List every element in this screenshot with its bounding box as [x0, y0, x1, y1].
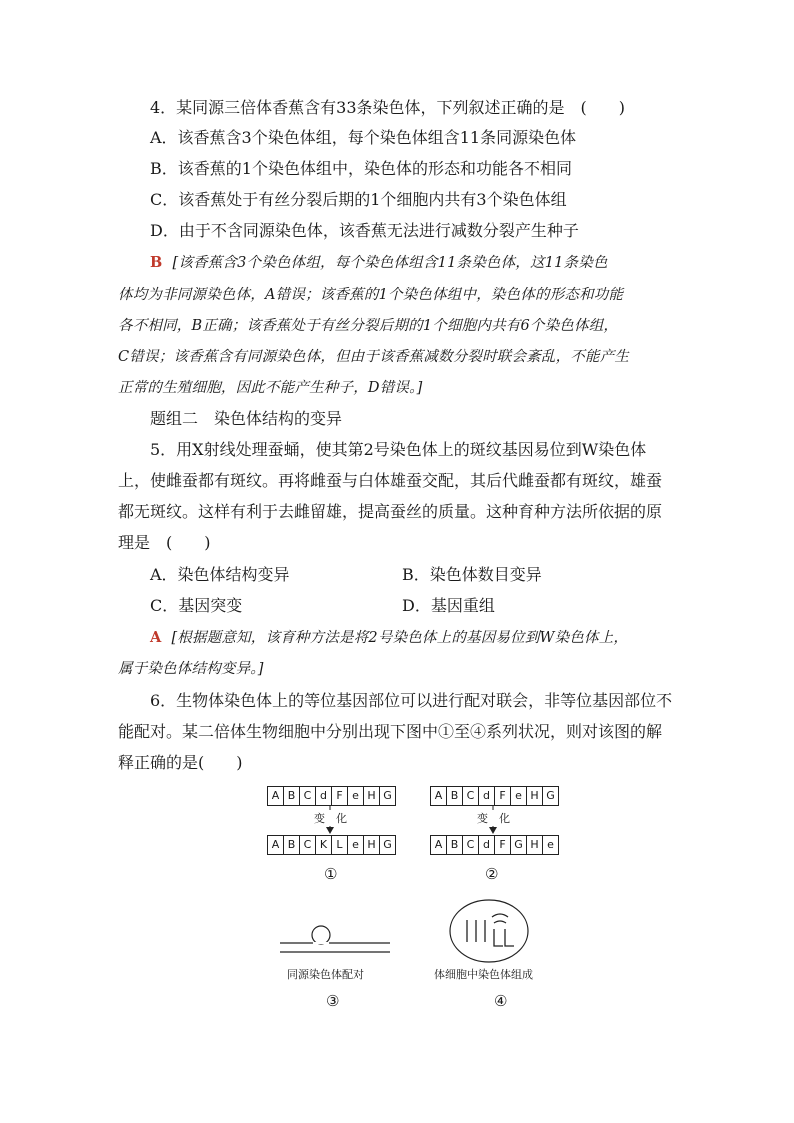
q5-stem-line-1: 5．用X射线处理蚕蛹，使其第2号染色体上的斑纹基因易位到W染色体 [150, 440, 647, 459]
q4-option-d: D．由于不含同源染色体，该香蕉无法进行减数分裂产生种子 [150, 221, 579, 240]
q5-options-row-2 [150, 595, 650, 617]
gene-cell: e [348, 787, 364, 805]
q4-explanation-line-2: 体均为非同源染色体，A错误；该香蕉的1个染色体组中，染色体的形态和功能 [118, 287, 624, 303]
fig4-cell [450, 900, 528, 962]
q4-explanation-line-3: 各不相同，B正确；该香蕉处于有丝分裂后期的1个细胞内共有6个染色体组， [118, 318, 619, 334]
fig3-loop [312, 926, 330, 944]
gene-cell: G [546, 789, 555, 802]
q5-options-row-1 [150, 564, 650, 586]
fig2-change-label: 变 化 [477, 812, 510, 825]
gene-cell: F [495, 836, 511, 854]
q5-option-a: A．染色体结构变异 [150, 565, 290, 584]
gene-cell: B [284, 787, 300, 805]
figure-1-bottom [267, 835, 396, 855]
gene-cell: A [268, 836, 284, 854]
fig3-label: ③ [326, 992, 340, 1010]
gene-cell: C [463, 836, 479, 854]
gene-cell: C [300, 787, 316, 805]
gene-cell: d [479, 787, 495, 805]
fig3-caption: 同源染色体配对 [287, 968, 364, 981]
q5-explanation-line-1: A [根据题意知，该育种方法是将2号染色体上的基因易位到W染色体上， [150, 629, 629, 646]
gene-cell: e [511, 787, 527, 805]
q5-explanation-line-2: 属于染色体结构变异。] [118, 661, 264, 677]
fig1-bottom-chromosome [267, 835, 396, 855]
gene-cell: A [431, 787, 447, 805]
q5-option-d: D．基因重组 [402, 596, 495, 615]
gene-cell: e [547, 838, 554, 851]
q4-explanation-line-4: C错误；该香蕉含有同源染色体，但由于该香蕉减数分裂时联会紊乱，不能产生 [118, 349, 630, 365]
q6-stem-line-2: 能配对。某二倍体生物细胞中分别出现下图中①至④系列状况，则对该图的解 [118, 722, 663, 741]
fig4-cell-diagram [447, 898, 531, 964]
fig1-change-label: 变 化 [314, 812, 347, 825]
gene-cell: G [383, 838, 392, 851]
gene-cell: B [447, 836, 463, 854]
section-title: 题组二 染色体结构的变异 [150, 409, 343, 428]
fig4-label: ④ [494, 992, 508, 1010]
figure-2-bottom [430, 835, 559, 855]
gene-cell: e [348, 836, 364, 854]
gene-cell: G [511, 836, 527, 854]
gene-cell: H [527, 787, 543, 805]
gene-cell: K [316, 836, 332, 854]
q4-stem: 4．某同源三倍体香蕉含有33条染色体，下列叙述正确的是 ( ) [150, 98, 626, 117]
q5-answer-key: A [150, 629, 162, 646]
gene-cell: B [284, 836, 300, 854]
q4-explanation-line-1: B [该香蕉含3个染色体组，每个染色体组含11条染色体，这11条染色 [150, 254, 608, 271]
fig4-caption: 体细胞中染色体组成 [434, 968, 533, 981]
fig3-pairing-diagram [280, 925, 390, 959]
fig2-bottom-chromosome [430, 835, 559, 855]
gene-cell: F [332, 787, 348, 805]
gene-cell: A [431, 836, 447, 854]
fig2-top-chromosome [430, 786, 559, 806]
q5-option-c: C．基因突变 [150, 596, 243, 615]
q6-stem-line-3: 释正确的是( ) [118, 753, 243, 772]
gene-cell: L [332, 836, 348, 854]
gene-cell: d [479, 836, 495, 854]
q5-option-b: B．染色体数目变异 [402, 565, 542, 584]
q4-option-a: A．该香蕉含3个染色体组，每个染色体组含11条同源染色体 [150, 128, 577, 147]
gene-cell: A [268, 787, 284, 805]
gene-cell: C [463, 787, 479, 805]
gene-cell: B [447, 787, 463, 805]
q4-option-b: B．该香蕉的1个染色体组中，染色体的形态和功能各不相同 [150, 159, 572, 178]
q6-stem-line-1: 6．生物体染色体上的等位基因部位可以进行配对联会，非等位基因部位不 [150, 691, 673, 710]
q4-answer-key: B [150, 254, 163, 271]
fig1-top-chromosome [267, 786, 396, 806]
gene-cell: G [383, 789, 392, 802]
q4-option-c: C．该香蕉处于有丝分裂后期的1个细胞内共有3个染色体组 [150, 190, 567, 209]
gene-cell: H [364, 787, 380, 805]
gene-cell: H [527, 836, 543, 854]
gene-cell: H [364, 836, 380, 854]
fig1-label: ① [324, 865, 338, 883]
gene-cell: C [300, 836, 316, 854]
q4-explanation-line-5: 正常的生殖细胞，因此不能产生种子，D错误。] [118, 380, 423, 396]
gene-cell: d [316, 787, 332, 805]
fig2-label: ② [485, 865, 499, 883]
figure-2 [430, 786, 559, 806]
gene-cell: F [495, 787, 511, 805]
q5-stem-line-2: 上，使雌蚕都有斑纹。再将雌蚕与白体雄蚕交配，其后代雌蚕都有斑纹，雄蚕 [118, 471, 663, 490]
q5-stem-line-3: 都无斑纹。这样有利于去雌留雄，提高蚕丝的质量。这种育种方法所依据的原 [118, 502, 663, 521]
figure-1 [267, 786, 396, 806]
q5-stem-line-4: 理是 ( ) [118, 533, 211, 552]
